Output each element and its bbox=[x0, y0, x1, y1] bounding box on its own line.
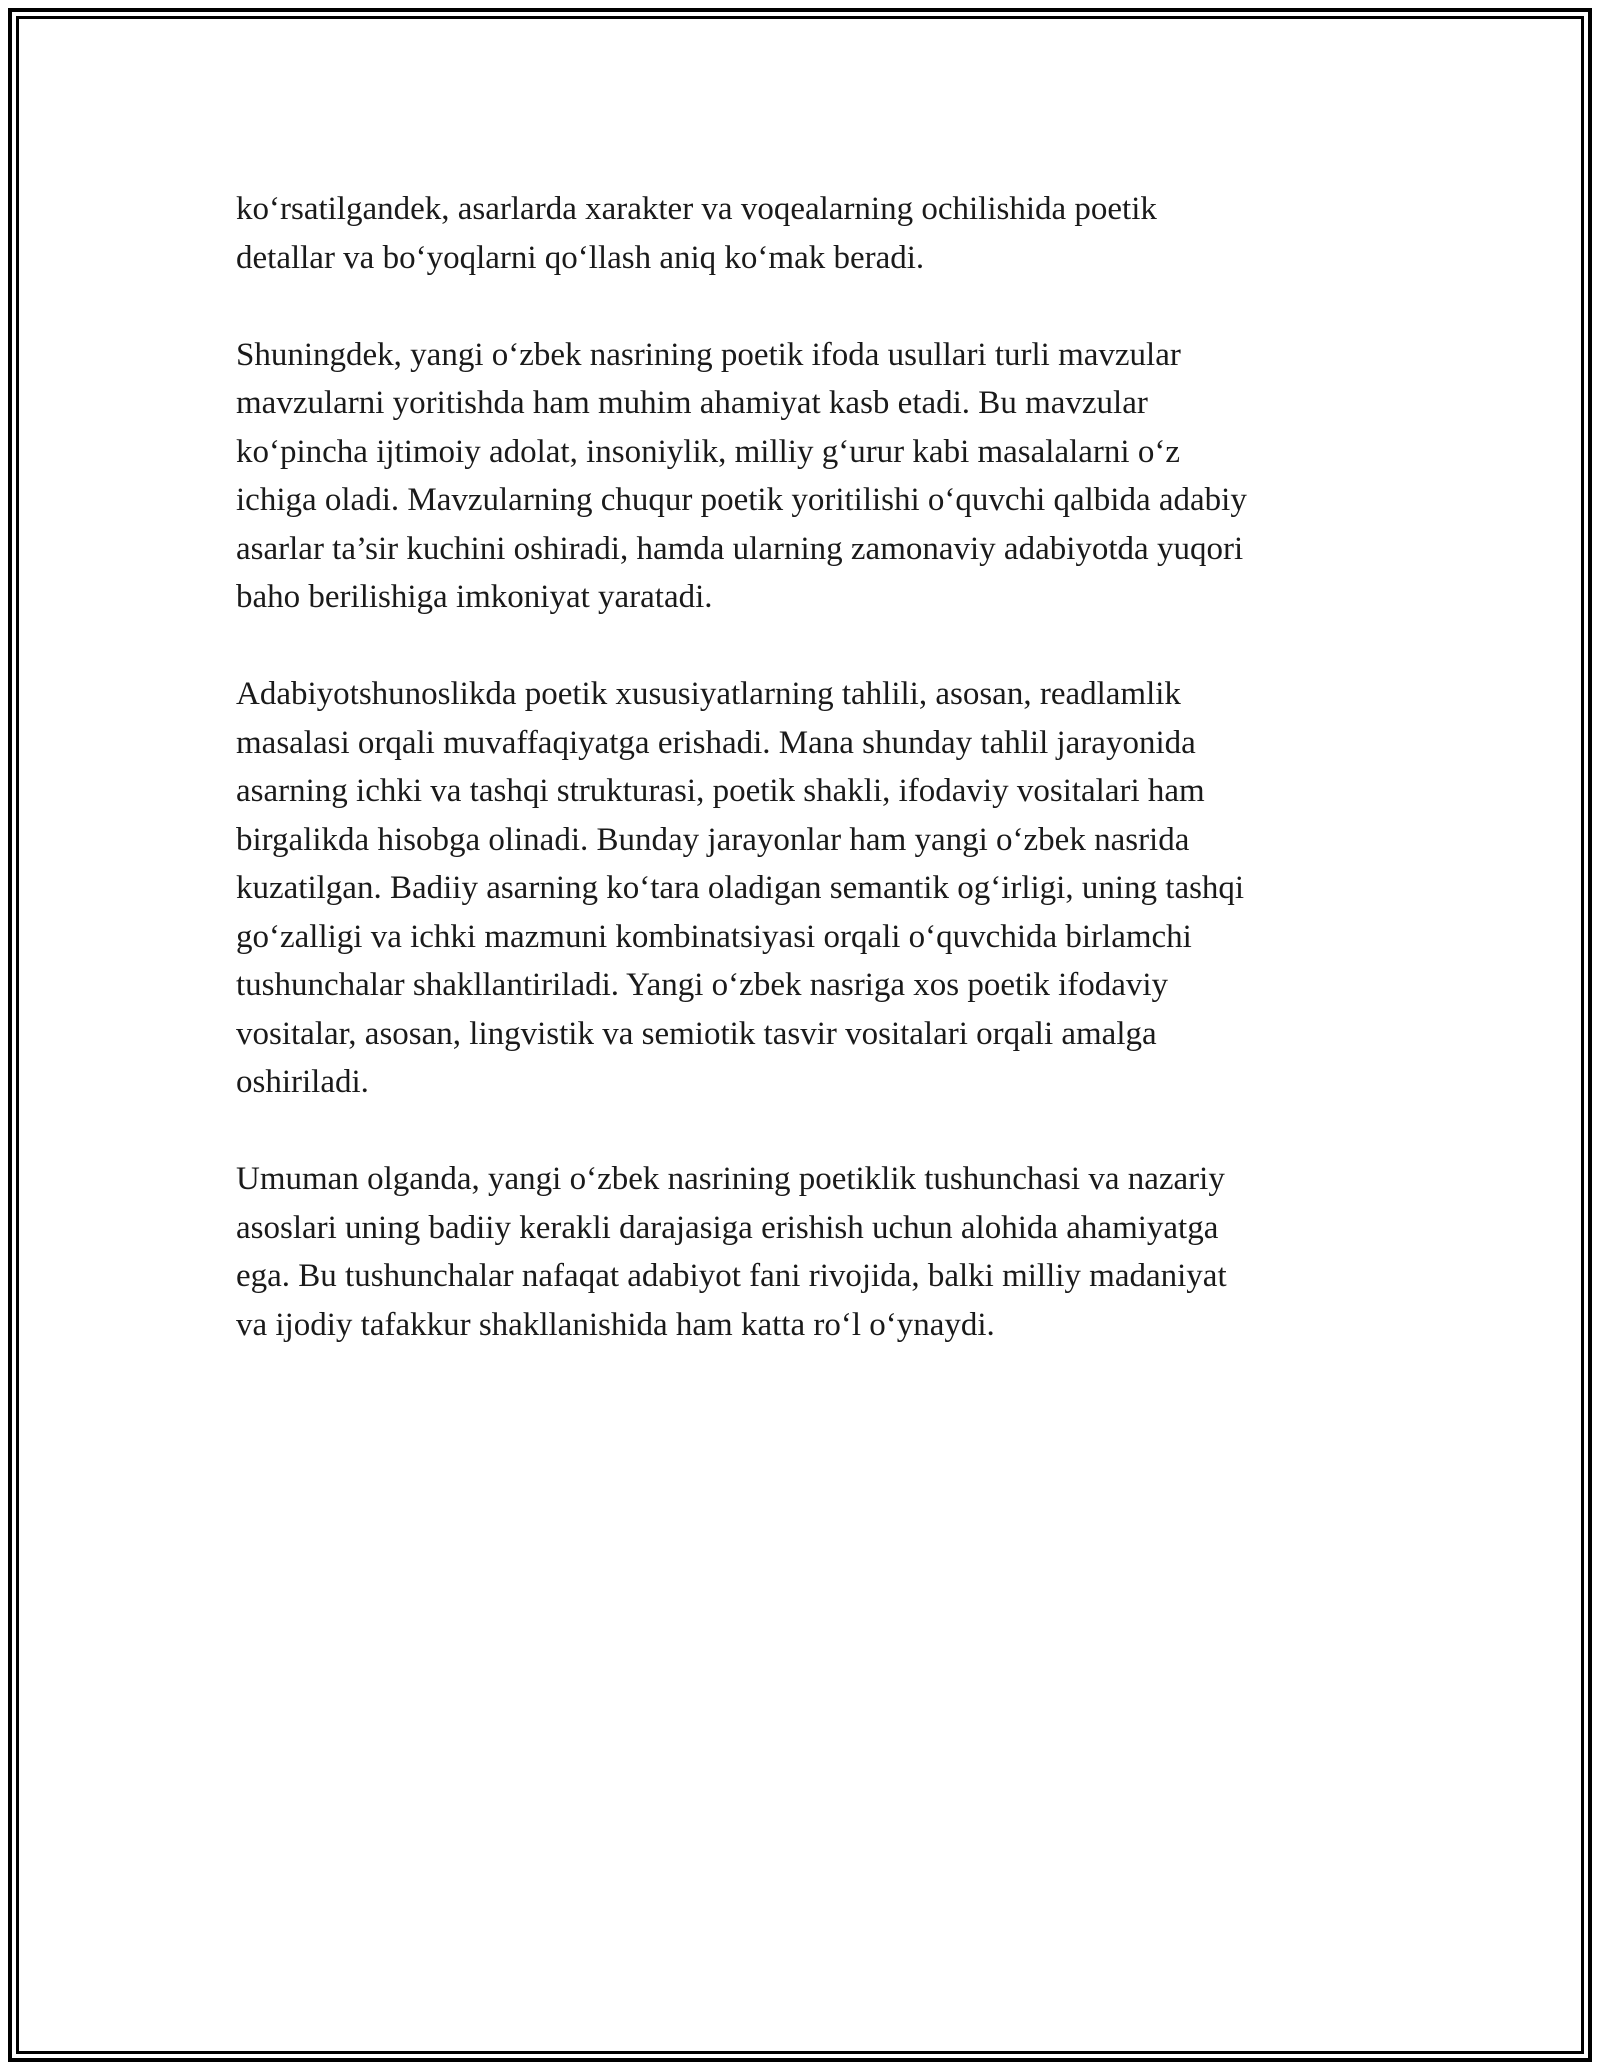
text-line: ko‘pincha ijtimoiy adolat, insoniylik, milliy g‘urur kabi masalalarni o‘z bbox=[236, 433, 1180, 470]
text-line: ichiga oladi. Mavzularning chuqur poetik yoritilishi o‘quvchi qalbida adabiy bbox=[236, 482, 1247, 518]
text-line: Shuningdek, yangi o‘zbek nasrining poetik ifoda usullari turli mavzular bbox=[236, 336, 1181, 373]
text-line: masalasi orqali muvaffaqiyatga erishadi. Mana shunday tahlil jarayonida bbox=[236, 724, 1196, 761]
text-line: asarlar ta’sir kuchini oshiradi, hamda ularning zamonaviy adabiyotda yuqori bbox=[236, 530, 1244, 567]
text-line: ega. Bu tushunchalar nafaqat adabiyot fani rivojida, balki milliy madaniyat bbox=[236, 1258, 1227, 1294]
text-line: vositalar, asosan, lingvistik va semiotik tasvir vositalari orqali amalga bbox=[236, 1015, 1157, 1052]
text-line: baho berilishiga imkoniyat yaratadi. bbox=[236, 579, 713, 615]
text-line: kuzatilgan. Badiiy asarning ko‘tara oladigan semantik og‘irligi, uning tashqi bbox=[236, 870, 1245, 906]
text-line: Umuman olganda, yangi o‘zbek nasrining poetiklik tushunchasi va nazariy bbox=[236, 1161, 1225, 1197]
text-line: birgalikda hisobga olinadi. Bunday jarayonlar ham yangi o‘zbek nasrida bbox=[236, 821, 1190, 858]
text-line: asarning ichki va tashqi strukturasi, poetik shakli, ifodaviy vositalari ham bbox=[236, 773, 1205, 809]
text-line: ko‘rsatilgandek, asarlarda xarakter va voqealarning ochilishida poetik bbox=[236, 191, 1157, 227]
text-line: va ijodiy tafakkur shakllanishida ham katta ro‘l o‘ynaydi. bbox=[236, 1306, 995, 1343]
text-line: Adabiyotshunoslikda poetik xususiyatlarning tahlili, asosan, readlamlik bbox=[236, 676, 1181, 712]
paragraph-1 bbox=[236, 185, 1386, 282]
document-body bbox=[236, 185, 1386, 1398]
text-line: detallar va bo‘yoqlarni qo‘llash aniq ko‘mak beradi. bbox=[236, 239, 925, 276]
text-line: oshiriladi. bbox=[236, 1064, 369, 1100]
text-line: go‘zalligi va ichki mazmuni kombinatsiyasi orqali o‘quvchida birlamchi bbox=[236, 918, 1192, 955]
text-line: asoslari uning badiiy kerakli darajasiga erishish uchun alohida ahamiyatga bbox=[236, 1209, 1219, 1246]
paragraph-4 bbox=[236, 1155, 1386, 1349]
text-line: mavzularni yoritishda ham muhim ahamiyat kasb etadi. Bu mavzular bbox=[236, 385, 1148, 421]
paragraph-3 bbox=[236, 670, 1386, 1107]
paragraph-2 bbox=[236, 331, 1386, 622]
text-line: tushunchalar shakllantiriladi. Yangi o‘zbek nasriga xos poetik ifodaviy bbox=[236, 967, 1169, 1003]
